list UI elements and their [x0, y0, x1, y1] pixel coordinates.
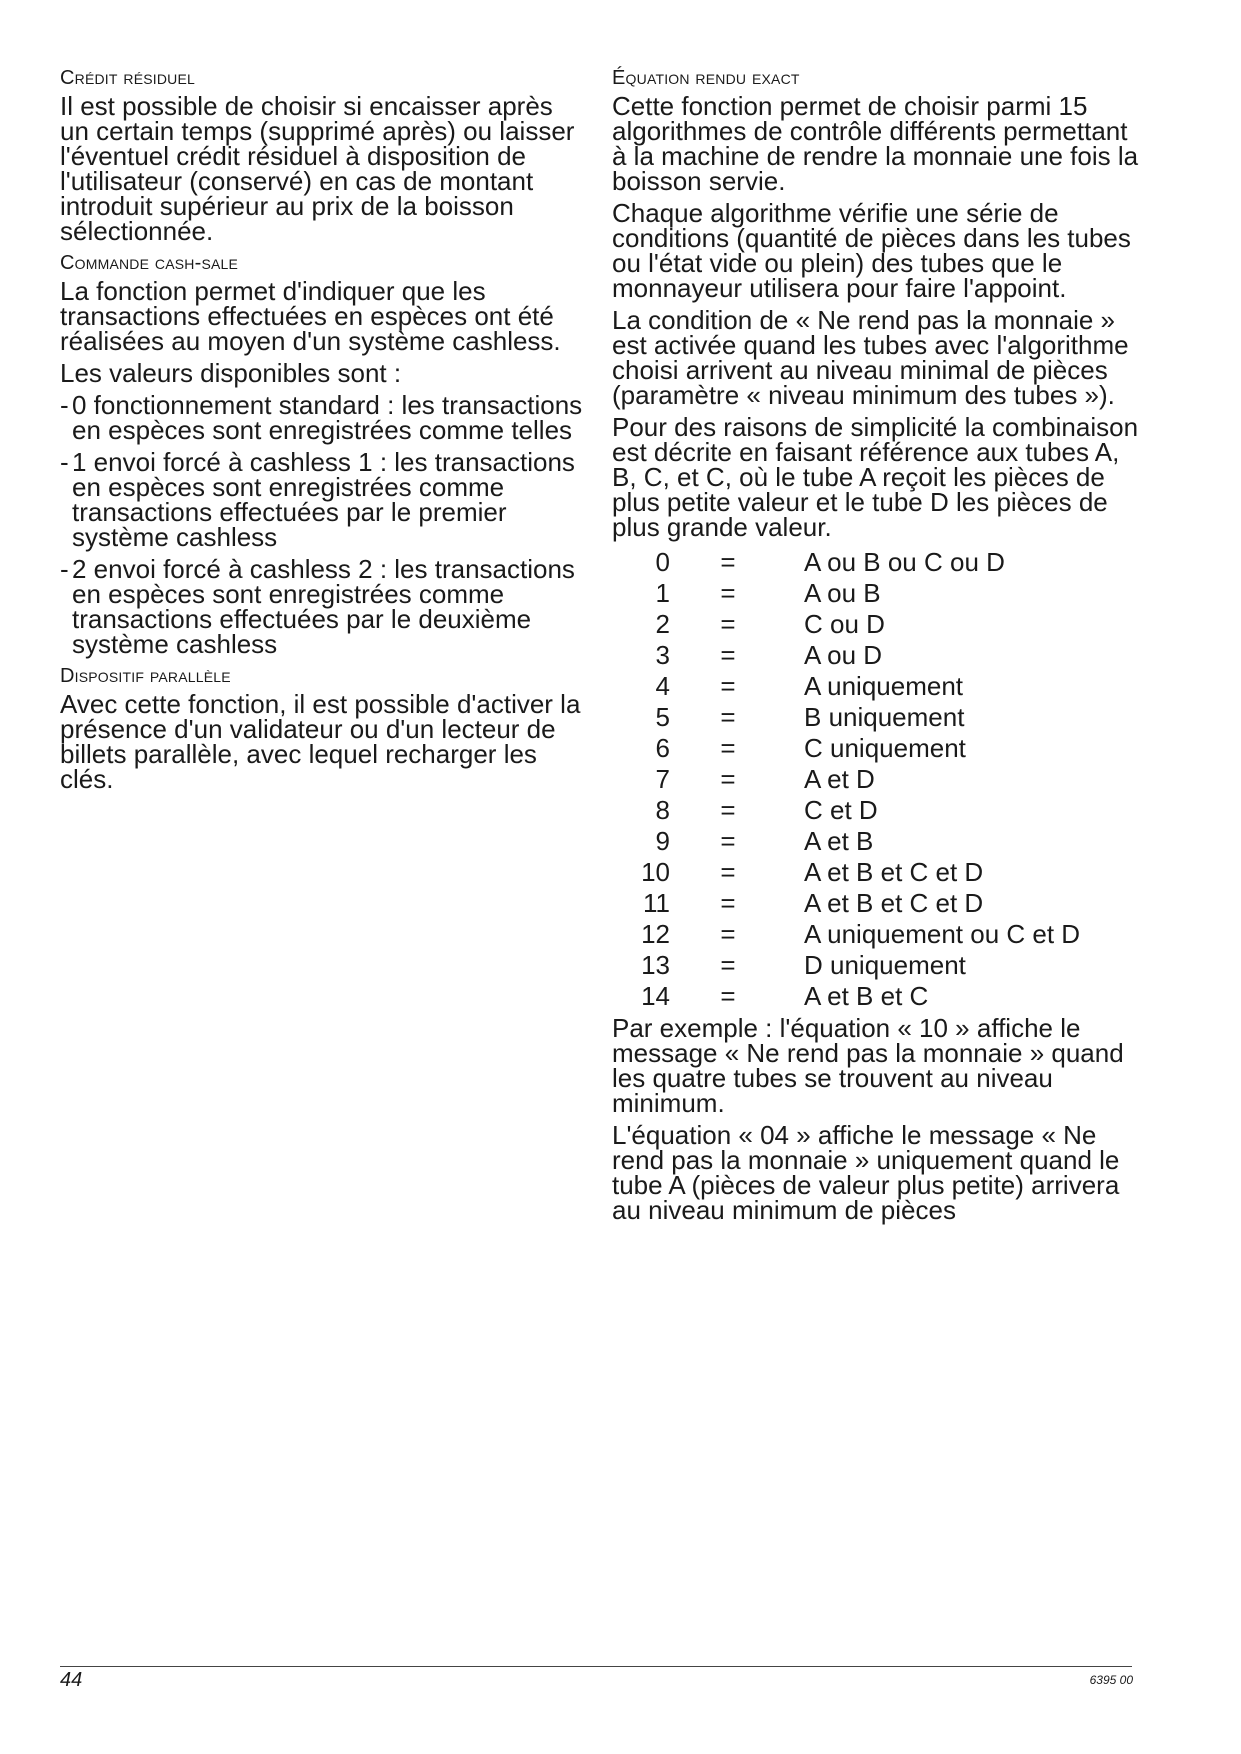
equation-value: A ou B ou C ou D — [804, 547, 1005, 577]
equals-sign: = — [720, 795, 736, 825]
document-code: 6395 00 — [1089, 1673, 1133, 1687]
equals-sign: = — [720, 578, 736, 608]
paragraph: Par exemple : l'équation « 10 » affiche le message « Ne rend pas la monnaie » quand les quatre tubes se trouvent au niveau minimum. — [612, 1013, 1124, 1118]
equation-value: A et D — [804, 764, 875, 794]
equation-number: 9 — [655, 826, 670, 856]
paragraph: La condition de « Ne rend pas la monnaie » est activée quand les tubes avec l'algorithme choisi arrivent au niveau minimal de pièces (paramètre « niveau minimum des tubes »). — [612, 305, 1129, 410]
equation-number: 11 — [643, 888, 670, 918]
equals-sign: = — [720, 888, 736, 918]
equation-value: B uniquement — [804, 702, 965, 732]
equation-number: 13 — [641, 950, 670, 980]
table-row — [612, 795, 1080, 826]
equation-number: 12 — [641, 919, 670, 949]
paragraph: Avec cette fonction, il est possible d'activer la présence d'un validateur ou d'un lecteur de billets parallèle, avec lequel recharger les clés. — [60, 689, 581, 794]
footer-divider — [60, 1666, 1132, 1667]
equals-sign: = — [720, 547, 736, 577]
equation-value: C ou D — [804, 609, 885, 639]
table-row — [612, 733, 1080, 764]
table-row — [612, 981, 1080, 1012]
table-row — [612, 826, 1080, 857]
equation-number: 14 — [641, 981, 670, 1011]
equals-sign: = — [720, 640, 736, 670]
list-item: - 0 fonctionnement standard : les transactions en espèces sont enregistrées comme telles — [60, 390, 583, 445]
equation-value: A et B — [804, 826, 874, 856]
equals-sign: = — [720, 702, 736, 732]
equation-number: 0 — [655, 547, 670, 577]
section-heading-dispositif-parallele: Dispositif parallèle — [60, 665, 231, 687]
paragraph: La fonction permet d'indiquer que les transactions effectuées en espèces ont été réalisées au moyen d'un système cashless. — [60, 276, 561, 356]
equation-number: 3 — [655, 640, 670, 670]
table-row — [612, 640, 1080, 671]
paragraph: Les valeurs disponibles sont : — [60, 358, 402, 388]
equations-table — [612, 547, 1080, 1012]
table-row — [612, 764, 1080, 795]
equals-sign: = — [720, 733, 736, 763]
equation-number: 5 — [655, 702, 670, 732]
equation-number: 6 — [655, 733, 670, 763]
equation-number: 8 — [655, 795, 670, 825]
equation-number: 4 — [655, 671, 670, 701]
equation-value: A uniquement ou C et D — [804, 919, 1081, 949]
section-heading-commande-cash-sale: Commande cash-sale — [60, 252, 239, 274]
equation-value: A et B et C et D — [804, 888, 984, 918]
equation-value: A uniquement — [804, 671, 964, 701]
table-row — [612, 671, 1080, 702]
equals-sign: = — [720, 826, 736, 856]
table-row — [612, 919, 1080, 950]
table-row — [612, 578, 1080, 609]
values-list — [60, 390, 585, 659]
table-row — [612, 950, 1080, 981]
table-row — [612, 702, 1080, 733]
equals-sign: = — [720, 609, 736, 639]
equals-sign: = — [720, 764, 736, 794]
equation-value: A et B et C et D — [804, 857, 984, 887]
equation-value: C uniquement — [804, 733, 966, 763]
equation-number: 1 — [655, 578, 670, 608]
equation-value: A ou B — [804, 578, 881, 608]
right-column — [612, 66, 1147, 1230]
equals-sign: = — [720, 919, 736, 949]
paragraph: Chaque algorithme vérifie une série de conditions (quantité de pièces dans les tubes ou l'état vide ou plein) des tubes que le monnayeur utilisera pour faire l'appoint. — [612, 198, 1131, 303]
section-heading-equation-rendu-exact: Équation rendu exact — [612, 67, 800, 89]
list-item: - 2 envoi forcé à cashless 2 : les transactions en espèces sont enregistrées comme transactions effectuées par le deuxième système cashless — [60, 554, 575, 659]
equals-sign: = — [720, 950, 736, 980]
table-row — [612, 857, 1080, 888]
equation-value: A et B et C — [804, 981, 929, 1011]
paragraph: Il est possible de choisir si encaisser après un certain temps (supprimé après) ou laisser l'éventuel crédit résiduel à disposition de l'utilisateur (conservé) en cas de montant introduit supérieur au prix de la boisson sélectionnée. — [60, 91, 575, 246]
left-column — [60, 66, 585, 799]
table-row — [612, 547, 1080, 578]
equation-number: 10 — [641, 857, 670, 887]
table-row — [612, 609, 1080, 640]
equals-sign: = — [720, 981, 736, 1011]
equals-sign: = — [720, 857, 736, 887]
paragraph: Cette fonction permet de choisir parmi 15 algorithmes de contrôle différents permettant à la machine de rendre la monnaie une fois la boisson servie. — [612, 91, 1139, 196]
equation-value: A ou D — [804, 640, 883, 670]
page-number: 44 — [60, 1669, 83, 1691]
paragraph: Pour des raisons de simplicité la combinaison est décrite en faisant référence aux tubes A, B, C, et C, où le tube A reçoit les pièces de plus petite valeur et le tube D les pièces de plus grande valeur. — [612, 412, 1139, 542]
section-heading-credit-residuel: Crédit résiduel — [60, 67, 196, 89]
equals-sign: = — [720, 671, 736, 701]
paragraph: L'équation « 04 » affiche le message « Ne rend pas la monnaie » uniquement quand le tube A (pièces de valeur plus petite) arrivera au niveau minimum de pièces — [612, 1120, 1120, 1225]
list-item: - 1 envoi forcé à cashless 1 : les transactions en espèces sont enregistrées comme transactions effectuées par le premier système cashless — [60, 447, 575, 552]
equation-value: C et D — [804, 795, 878, 825]
equation-number: 2 — [655, 609, 670, 639]
equation-value: D uniquement — [804, 950, 966, 980]
table-row — [612, 888, 1080, 919]
equation-number: 7 — [655, 764, 670, 794]
